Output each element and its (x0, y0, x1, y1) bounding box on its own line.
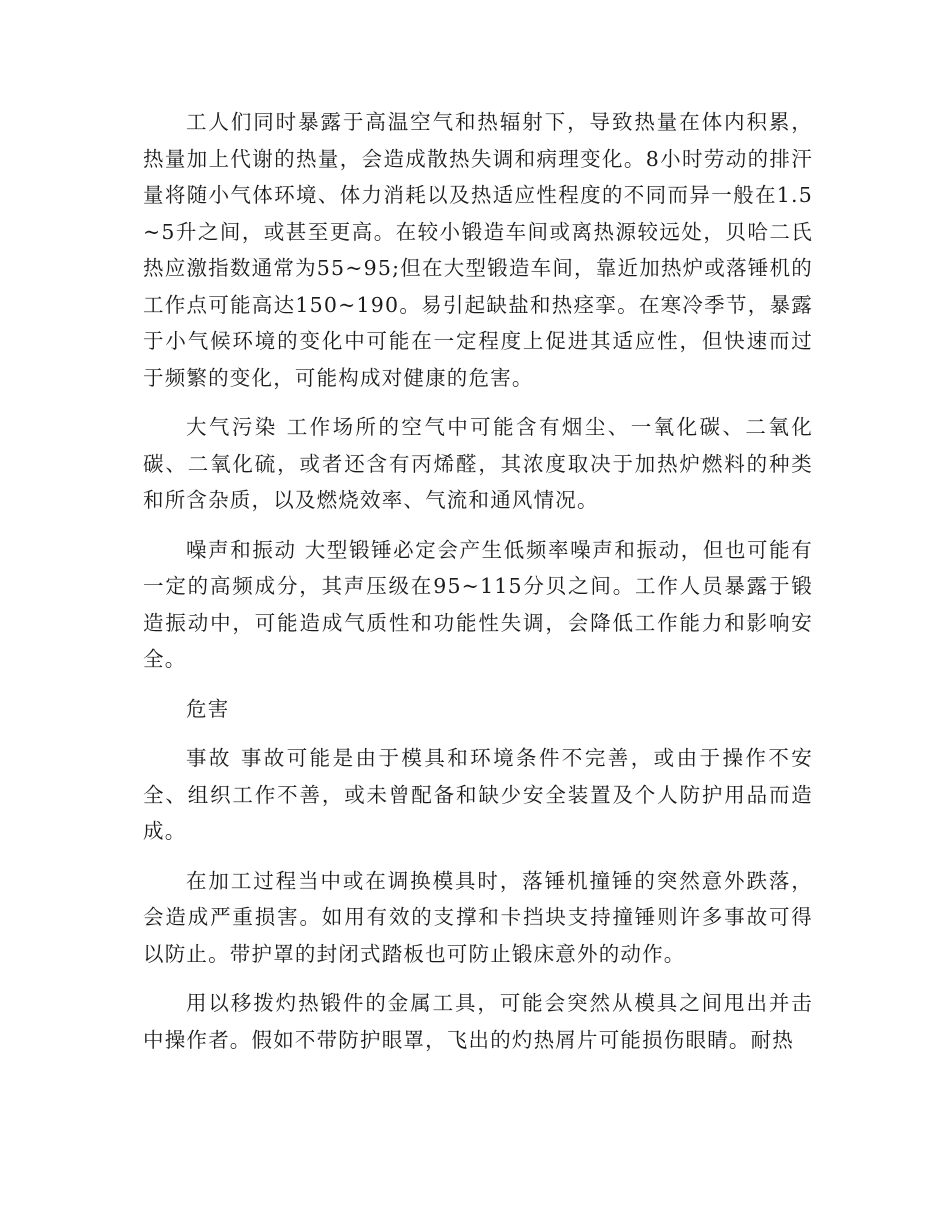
paragraph-accidents: 事故 事故可能是由于模具和环境条件不完善，或由于操作不安全、组织工作不善，或未曾配备和缺少安全装置及个人防护用品而造成。 (143, 746, 813, 843)
section-heading-hazards: 危害 (186, 696, 230, 721)
paragraph-air-pollution: 大气污染 工作场所的空气中可能含有烟尘、一氧化碳、二氧化碳、二氧化硫，或者还含有丙烯醛，其浓度取决于加热炉燃料的种类和所含杂质，以及燃烧效率、气流和通风情况。 (143, 415, 813, 512)
paragraph-heat-exposure: 工人们同时暴露于高温空气和热辐射下，导致热量在体内积累，热量加上代谢的热量，会造成散热失调和病理变化。8小时劳动的排汗量将随小气体环境、体力消耗以及热适应性程度的不同而异一般在1.5~5升之间，或甚至更高。在较小锻造车间或离热源较远处，贝哈二氏热应激指数通常为55~95;但在大型锻造车间，靠近加热炉或落锤机的工作点可能高达150~190。易引起缺盐和热痉挛。在寒冷季节，暴露于小气候环境的变化中可能在一定程度上促进其适应性，但快速而过于频繁的变化，可能构成对健康的危害。 (143, 110, 813, 390)
paragraph-metal-tools: 用以移拨灼热锻件的金属工具，可能会突然从模具之间甩出并击中操作者。假如不带防护眼罩，飞出的灼热屑片可能损伤眼睛。耐热 (143, 991, 813, 1052)
paragraph-die-change: 在加工过程当中或在调换模具时，落锤机撞锤的突然意外跌落，会造成严重损害。如用有效的支撑和卡挡块支持撞锤则许多事故可得以防止。带护罩的封闭式踏板也可防止锻床意外的动作。 (143, 868, 813, 966)
paragraph-noise-vibration: 噪声和振动 大型锻锤必定会产生低频率噪声和振动，但也可能有一定的高频成分，其声压级在95~115分贝之间。工作人员暴露于锻造振动中，可能造成气质性和功能性失调，会降低工作能力和影响安全。 (143, 537, 813, 671)
document-body (143, 104, 813, 1071)
